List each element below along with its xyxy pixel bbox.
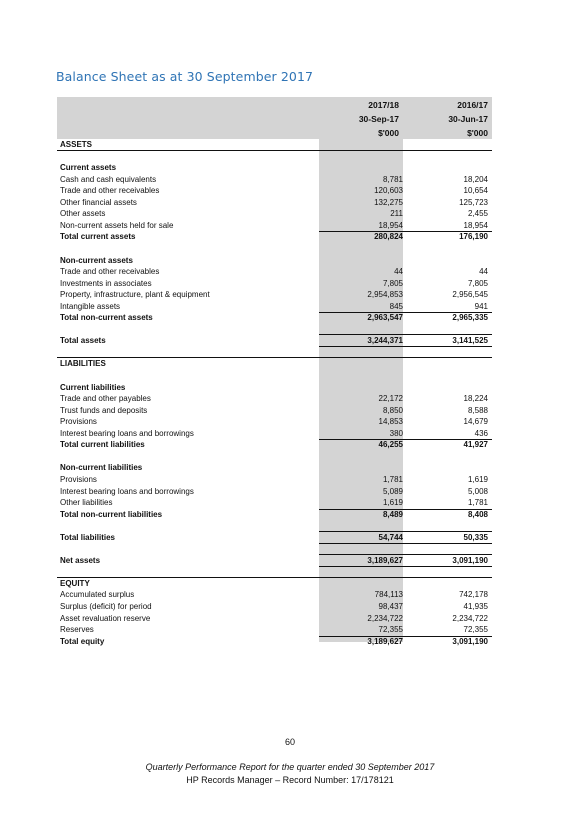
row-label: Other liabilities (60, 498, 113, 508)
table-row (57, 416, 492, 427)
current-period-value: 54,744 (378, 532, 403, 542)
current-period-value: 3,189,627 (367, 555, 403, 565)
prior-period-value: 18,954 (463, 220, 488, 230)
prior-period-value: 2,234,722 (452, 613, 488, 623)
section-heading (57, 358, 492, 369)
current-period-value: 8,489 (382, 509, 403, 519)
prior-period-value: 14,679 (463, 417, 488, 427)
row-label: Trust funds and deposits (60, 405, 148, 415)
current-period-value: 22,172 (378, 394, 403, 404)
prior-period-value: 8,408 (467, 509, 488, 519)
row-label: Net assets (60, 555, 101, 565)
prior-period-value: 3,091,190 (452, 555, 488, 565)
row-label: Current liabilities (60, 382, 126, 392)
subtotal-rule (319, 509, 492, 510)
subtotal-rule (319, 312, 492, 313)
prior-period-value: 3,091,190 (452, 636, 488, 646)
current-period-value: 18,954 (378, 220, 403, 230)
row-label: Non-current liabilities (60, 463, 143, 473)
table-row (57, 197, 492, 208)
section-heading (57, 162, 492, 173)
row-label: Total non-current assets (60, 313, 153, 323)
table-row (57, 312, 492, 323)
current-period-value: 3,189,627 (367, 636, 403, 646)
prior-period-value: 72,355 (463, 625, 488, 635)
section-heading (57, 578, 492, 589)
prior-period-value: 742,178 (459, 590, 488, 600)
section-heading (57, 139, 492, 150)
spacer-row (57, 520, 492, 531)
total-rule-top (319, 554, 492, 555)
row-label: Total current liabilities (60, 440, 145, 450)
current-period-value: 784,113 (374, 590, 403, 600)
spacer-row (57, 347, 492, 358)
table-row (57, 231, 492, 242)
prior-period-value: 125,723 (459, 197, 488, 207)
col2-date: 30-Jun-17 (448, 114, 488, 124)
table-row (57, 428, 492, 439)
prior-period-value: 10,654 (463, 186, 488, 196)
prior-period-value: 41,927 (463, 440, 488, 450)
current-period-value: 3,244,371 (367, 336, 403, 346)
spacer-row (57, 370, 492, 381)
table-row (57, 601, 492, 612)
row-label: Current assets (60, 163, 117, 173)
prior-period-value: 18,204 (463, 174, 488, 184)
row-label: Property, infrastructure, plant & equipment (60, 290, 210, 300)
page-title: Balance Sheet as at 30 September 2017 (56, 69, 314, 84)
prior-period-value: 44 (479, 267, 488, 277)
table-row (57, 636, 492, 647)
current-period-value: 845 (389, 301, 403, 311)
table-row (57, 486, 492, 497)
spacer-row (57, 324, 492, 335)
current-period-value: 120,603 (374, 186, 403, 196)
prior-period-value: 7,805 (467, 278, 488, 288)
prior-period-value: 2,455 (467, 209, 488, 219)
row-label: Total current assets (60, 232, 136, 242)
col2-unit: $'000 (467, 128, 488, 138)
current-period-value: 2,963,547 (367, 313, 403, 323)
table-row (57, 220, 492, 231)
row-label: Trade and other receivables (60, 186, 160, 196)
table-row (57, 278, 492, 289)
row-label: EQUITY (60, 578, 90, 588)
current-period-value: 8,781 (382, 174, 403, 184)
table-row (57, 474, 492, 485)
table-row (57, 613, 492, 624)
row-label: Total non-current liabilities (60, 509, 163, 519)
current-period-value: 72,355 (378, 625, 403, 635)
prior-period-value: 41,935 (463, 602, 488, 611)
section-heading (57, 255, 492, 266)
current-period-value: 211 (390, 209, 403, 219)
table-row (57, 497, 492, 508)
prior-period-value: 3,141,525 (452, 336, 488, 346)
row-label: Provisions (60, 474, 97, 484)
subtotal-rule (319, 231, 492, 232)
table-row (57, 439, 492, 450)
table-row (57, 266, 492, 277)
total-rule-top (319, 334, 492, 335)
row-label: Cash and cash equivalents (60, 174, 157, 184)
current-period-value: 7,805 (382, 278, 403, 288)
col1-year: 2017/18 (368, 100, 399, 110)
row-label: Interest bearing loans and borrowings (60, 486, 194, 496)
table-row (57, 289, 492, 300)
table-row (57, 301, 492, 312)
row-label: Investments in associates (60, 278, 152, 288)
section-divider (57, 357, 492, 358)
subtotal-rule (319, 439, 492, 440)
table-row (57, 589, 492, 600)
row-label: ASSETS (60, 140, 93, 149)
section-heading (57, 462, 492, 473)
prior-period-value: 5,008 (467, 486, 488, 496)
table-row (57, 532, 492, 543)
row-label: Trade and other receivables (60, 267, 160, 277)
table-row (57, 335, 492, 346)
row-label: Non-current assets (60, 255, 133, 265)
row-label: Total liabilities (60, 532, 115, 542)
prior-period-value: 1,781 (467, 498, 488, 508)
prior-period-value: 2,956,545 (452, 290, 488, 300)
section-divider (57, 577, 492, 578)
col1-unit: $'000 (378, 128, 399, 138)
prior-period-value: 176,190 (459, 232, 488, 242)
table-row (57, 555, 492, 566)
spacer-row (57, 566, 492, 577)
current-period-value: 1,781 (382, 474, 403, 484)
row-label: Intangible assets (60, 301, 121, 311)
footer-report-title: Quarterly Performance Report for the quarter ended 30 September 2017 (145, 762, 435, 772)
current-period-value: 46,255 (378, 440, 403, 450)
prior-period-value: 18,224 (463, 394, 488, 404)
subtotal-rule (319, 636, 492, 637)
current-period-value: 280,824 (374, 232, 403, 242)
row-label: LIABILITIES (60, 359, 106, 369)
spacer-row (57, 543, 492, 554)
prior-period-value: 1,619 (467, 474, 488, 484)
prior-period-value: 8,588 (467, 405, 488, 415)
prior-period-value: 2,965,335 (452, 313, 488, 323)
prior-period-value: 941 (474, 301, 488, 311)
spacer-row (57, 451, 492, 462)
row-label: Total equity (60, 636, 105, 646)
current-period-value: 132,275 (374, 197, 403, 207)
prior-period-value: 436 (474, 428, 488, 438)
row-label: Trade and other payables (60, 394, 151, 404)
current-period-value: 8,850 (382, 405, 403, 415)
row-label: Surplus (deficit) for period (60, 602, 152, 611)
assets-divider (57, 150, 492, 151)
current-period-value: 2,234,722 (367, 613, 403, 623)
table-row (57, 185, 492, 196)
table-row (57, 624, 492, 635)
row-label: Other assets (60, 209, 106, 219)
table-row (57, 208, 492, 219)
prior-period-value: 50,335 (463, 532, 488, 542)
spacer-row (57, 243, 492, 254)
spacer-row (57, 151, 492, 162)
table-row (57, 174, 492, 185)
section-heading (57, 382, 492, 393)
col2-year: 2016/17 (457, 100, 488, 110)
balance-sheet-table (57, 97, 492, 646)
current-period-value: 2,954,853 (367, 290, 403, 300)
footer-record-number: HP Records Manager – Record Number: 17/178121 (186, 775, 394, 785)
row-label: Interest bearing loans and borrowings (60, 428, 194, 438)
row-label: Non-current assets held for sale (60, 220, 174, 230)
current-period-value: 14,853 (378, 417, 403, 427)
row-label: Asset revaluation reserve (60, 613, 151, 623)
col1-date: 30-Sep-17 (358, 114, 399, 124)
current-period-value: 44 (394, 267, 403, 277)
current-period-value: 5,089 (382, 486, 403, 496)
row-label: Accumulated surplus (60, 590, 135, 600)
row-label: Total assets (60, 336, 106, 346)
current-period-value: 98,437 (378, 602, 403, 611)
page-number: 60 (284, 737, 295, 747)
current-period-value: 1,619 (382, 498, 403, 508)
row-label: Other financial assets (60, 197, 137, 207)
current-period-value: 380 (389, 428, 403, 438)
table-row (57, 405, 492, 416)
row-label: Provisions (60, 417, 97, 427)
table-row (57, 393, 492, 404)
row-label: Reserves (60, 625, 94, 635)
table-row (57, 509, 492, 520)
total-rule-top (319, 531, 492, 532)
